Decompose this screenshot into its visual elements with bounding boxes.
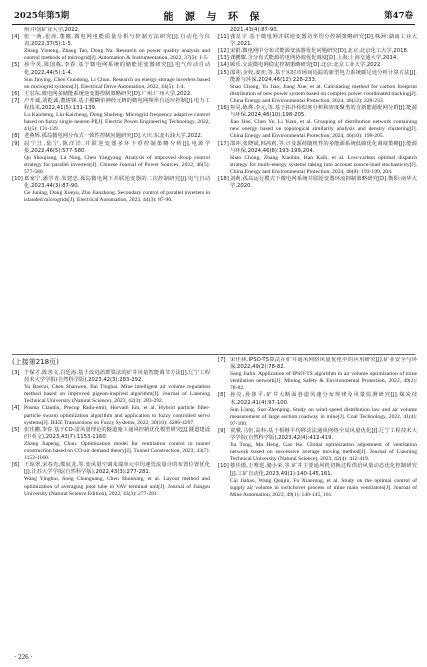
reference-entry (12, 91, 210, 98)
reference-entry (12, 141, 210, 176)
reference-text-english: Zhang Jiapeng, Chun. Optimization model for ventilation control in tunnel construction based on CO-air demand theory[J]. Tunnel Construction, 2023, 43(7): 1153-1160. (24, 440, 210, 462)
reference-text-chinese: 于保才,陈善文,白廷海.基于改进鸽群算法的矿井风量智能调节方法[J].辽宁工程技术大学学报(自然科学版),2023,42(3):283-292. (24, 370, 210, 384)
reference-text-chinese: 邵冲,张晓斌,韩茜莉,等.计及源荷随机性的多能源系统低碳优化调度策略[J].能源与环保,2024,46(8):193-199,204. (230, 140, 417, 154)
reference-text-chinese: 贾骥,马恒,高科.基于相继平均移动法通风网络全局风量优化[J].辽宁工程技术大学学报(自然科学版),2023,42(4):412-419. (230, 427, 417, 442)
reference-text-chinese: 刘莉.孤岛运行模式下微电网系统并联逆变器环流抑制策略研究[D].衡阳:南华大学,2020. (230, 175, 417, 190)
reference-text-english: Shao Chong, Zhang Xiaobin, Han Kaili, et al. Low-carbon optimal dispatch strategy for multi-energy systems taking into account source-load stochasticity[J]. China Energy and Environmental Protection, 2024, 46(8): 193-199, 204. (230, 154, 417, 175)
reference-text-english: Song Jialin. Application of IPSO-TS algorithm in air volume optimization of mine ventilation network[J]. Mining Safety & Environmental Protection, 2022, 49(2): 78-82. (230, 371, 417, 392)
reference-text-english: Shao Chong, Yu Jiao, Jiang Xue, et al. Calculating method for carbon footprint distribution of new power system based on complex power coordinated tracking[J]. China Energy and Environmental Protection, 2024, 46(12): 228-233. (230, 83, 417, 104)
reference-list (218, 34, 417, 190)
reference-entry (12, 34, 210, 62)
reference-text-chinese: 孙今英,陈国栋,李春.基于微电网系统的储能逆变器研究[J].电气传动自动化,2022,44(5):1-4. (24, 62, 210, 76)
reference-entry (218, 392, 417, 427)
reference-number: [10] (12, 175, 23, 182)
reference-entry (12, 462, 210, 497)
reference-text-chinese: 龚鹏耀.含分布式能源的电网协调优化调度[D].上海:上海交通大学,2014. (230, 55, 398, 62)
reference-text-english: Qu Shoujiang, Lu Ning, Chen Yangyang. Analysis of improved droop control strategy for parallel inverters[J]. Chinese Journal of Power Sources, 2022, 46(5): 577-580. (24, 154, 210, 175)
continued-reference: 州:中国矿业大学,2022. (24, 27, 80, 33)
reference-list (218, 357, 417, 499)
reference-text-chinese: 顾乐.交流微电网稳定控制策略研究[D].北京:北京工业大学,2022. (230, 62, 383, 69)
reference-entry (12, 370, 210, 405)
reference-text-english: Lu Kaicheng, Liu Kaicheng, Dong Shufeng. Microgrid frequency adaptive control based on fuzzy single neuron PI[J]. Electric Power Engineering Technology, 2022, 41(5): 131-139. (24, 112, 210, 133)
references-bottom-right (218, 357, 417, 647)
reference-number: [10] (218, 463, 229, 470)
reference-entry (218, 428, 417, 463)
reference-text-english: Wang Yinghui, Song Chunguang, Chen Shunlong, et al. Layout method and optimization of averaging pitot tube in VAV terminal unit[J]. Journal of Jiangsu University (Natural Science Edition), 2022, 43(3): 277-281. (24, 476, 210, 497)
reference-text-chinese: 邵冲,金姣,姜奕,等.基于实时市场间追踪的新型电力系统碳足迹分析计算方法[J].能源与环保,2024,46(12):228-233. (230, 69, 417, 83)
reference-entry (218, 62, 417, 69)
reference-text-chinese: 蔡佳傲,王唯进,储小荣,等.矿井主要通风机切换过程供给风量动态优化控制研究[J].工矿自动化,2023,49(1):140-145,161. (230, 463, 417, 477)
reference-entry (218, 463, 417, 498)
reference-text-english: Zhang Yimeng, Zhang Tao, Dong Na. Research on power quality analysis and control methods of microgrid[J]. Automation & Instrumentation, 2022, 37(5): 1-5. (24, 48, 210, 62)
reference-text-english: Jia Tong, Ma Heng, Gao Ke. Global optimization adjustment of ventilation network based on successive average moving method[J]. Journal of Liaoning Technical University (Natural Science), 2023, 42(4): 412-419. (230, 442, 417, 463)
reference-number: [13] (218, 55, 229, 62)
reference-entry (12, 176, 210, 204)
reference-entry (12, 133, 210, 140)
reference-entry (12, 427, 210, 462)
reference-text-english: Cai Jiahao, Wang Qunjin, Fu Xiaorong, et al. Study on the optimal control of supply air volume in switchover process of mine main ventilators[J]. Journal of Mine Automation, 2023, 49(1): 140-145, 161. (230, 477, 417, 498)
reference-text-english: Jiao Hao, Chen Ye, Li Yuan, et al. Grouping of distribution network containing new energy based on topological similarity analysis and density clustering[J]. China Energy and Environmental Protection, 2024, 46(10): 198-205. (230, 119, 417, 140)
reference-text-chinese: 屈宁江,陆宁,陈洋洋.并联逆变器多环下垂控制策略分析[J].电源学报,2022,46(5):577-580. (24, 140, 210, 154)
reference-number: [4] (12, 34, 20, 41)
reference-number: [5] (12, 62, 20, 69)
reference-number: [8] (218, 392, 226, 399)
reference-number: [4] (12, 405, 20, 412)
reference-text-chinese: 宋银.微电网中分布式能源变流器优化问题研究[D].北京:北京化工大学,2018. (230, 48, 409, 55)
reference-text-chinese: 葛家宁,潘学青,朱建忠.孤岛微电网下并联逆变器的二次控制研究[J].电气自动化,2023,44(3):87-90. (24, 175, 210, 190)
reference-entry (218, 34, 417, 48)
reference-number: [18] (218, 175, 229, 182)
issue-label: 2025年第5期 (14, 11, 70, 21)
reference-number: [6] (12, 462, 20, 469)
reference-entry (218, 141, 417, 176)
reference-number: [11] (218, 34, 229, 41)
reference-number: [17] (218, 140, 229, 147)
reference-text-chinese: 宋佳林.IPSO-TS算法在矿井通风网络风量优化中的应用研究[J].矿业安全与环保,2022,49(2):78-82. (230, 357, 417, 371)
reference-text-chinese: 张一萌,张涛,董娜.微电网电能质量分析与控制方法研究[J].自动化与仪表,2022,37(5):1-5. (24, 34, 210, 48)
references-top-left (12, 27, 210, 351)
reference-number: [15] (218, 69, 229, 76)
reference-entry (218, 105, 417, 140)
reference-text-english: Posma Claudiu, Precup Radu-emil, Horvath Em, et al. Hybrid particle filter-particle swarm optimization algorithm and application to fuzzy controlled servo systems[J]. IEEE Transactions on Fuzzy Systems, 2022, 30(10): 4286-4297. (24, 405, 210, 426)
reference-text-english: Ge Juning, Dong Xueyu, Zhu Jianzhong. Secondary control of parallel inverters in islanded microgrids[J]. Electrical Automation, 2023, 44(3): 87-90. (24, 190, 210, 204)
page-number: · 226 · (14, 653, 33, 661)
reference-text-chinese: 张佳鹏,李春.基于CO-雷风量理论的隧道施工通风控制优化模型研究[J].隧道建设(中英文),2023,43(7):1153-1160. (24, 426, 210, 440)
running-header (14, 4, 413, 24)
reference-text-chinese: 焦昊,陈烨,李元,等.基于拓扑相似度分析和密度聚类的含新能源配网分群[J].能源与环保,2024,46(10):198-205. (230, 105, 417, 119)
reference-number: [12] (218, 48, 229, 55)
reference-text-chinese: 卢开诚,刘乾诚,董树锋.基于模糊单神经元PI的微电网频率自适应控制[J].电力工程技术,2022,41(5):131-139. (24, 97, 210, 112)
reference-text-chinese: 孙亮,孙侈平.矿井大断面巷道风速分布规律及风量监测研究[J].煤炭技术,2022,41(4):97-100. (230, 392, 417, 406)
continuation-note: (上接第218页) (12, 358, 59, 366)
reference-entry (218, 176, 417, 190)
reference-number: [6] (12, 90, 20, 97)
reference-entry (218, 70, 417, 105)
reference-number: [7] (218, 357, 226, 363)
reference-number: [9] (218, 427, 226, 434)
reference-entry (12, 98, 210, 133)
reference-number: [16] (218, 105, 229, 112)
reference-number: [5] (12, 426, 20, 433)
reference-number: [8] (12, 133, 20, 140)
reference-text-english: Sun Liang, Sun Zhenping. Study on wind speed distribution law and air volume measurement of large section roadway in mine[J]. Coal Technology, 2022, 41(4): 97-100. (230, 406, 417, 427)
reference-text-chinese: 龚星宇.基于微电网并联逆变器功率均分控制策略研究[D].株洲:湖南工业大学,2021. (230, 34, 417, 48)
continued-reference: 2021,43(4):87-90. (230, 27, 279, 33)
reference-number: [3] (12, 370, 20, 376)
reference-number: [9] (12, 140, 20, 147)
reference-list (12, 34, 210, 204)
reference-text-english: Yu Baocai, Chen Shanwen, Bai Tinghai. Mine intelligent air volume regulation method based on improved pigeon-inspired algorithm[J]. Journal of Liaoning Technical University (Natural Science), 2023, 42(3): 283-292. (24, 384, 210, 405)
reference-number: [14] (218, 62, 229, 69)
header-rule (12, 24, 415, 25)
reference-list (12, 370, 210, 498)
section-divider (12, 354, 415, 355)
volume-label: 第47卷 (384, 11, 413, 21)
reference-entry (12, 405, 210, 426)
reference-text-english: Sun Jinying, Chen Guodong, Li Chun. Research on energy storage inverters based on microgrid systems[J]. Electrical Drive Automation, 2022, 44(5): 1-4. (24, 76, 210, 90)
reference-text-chinese: 王宏东.微电网多储能系统逆变器控制策略研究[D].广州:广州大学,2022. (24, 90, 192, 97)
journal-title: 能 源 与 环 保 (163, 12, 264, 23)
references-bottom-left (12, 357, 210, 647)
reference-text-chinese: 老燕辉.孤岛微电网分布式一致性控制问题研究[D].大庆:东北石油大学,2022. (24, 133, 203, 140)
references-top-right (218, 27, 417, 351)
reference-entry (12, 62, 210, 90)
reference-entry (218, 357, 417, 392)
reference-number: [7] (12, 97, 20, 104)
reference-text-chinese: 王琼翠,宋春光,熊展龙,等.变风量空调末端单元中均速管流量计的布置位置优化[J].江苏大学学报(自然科学版),2022,43(3):277-281. (24, 462, 210, 476)
